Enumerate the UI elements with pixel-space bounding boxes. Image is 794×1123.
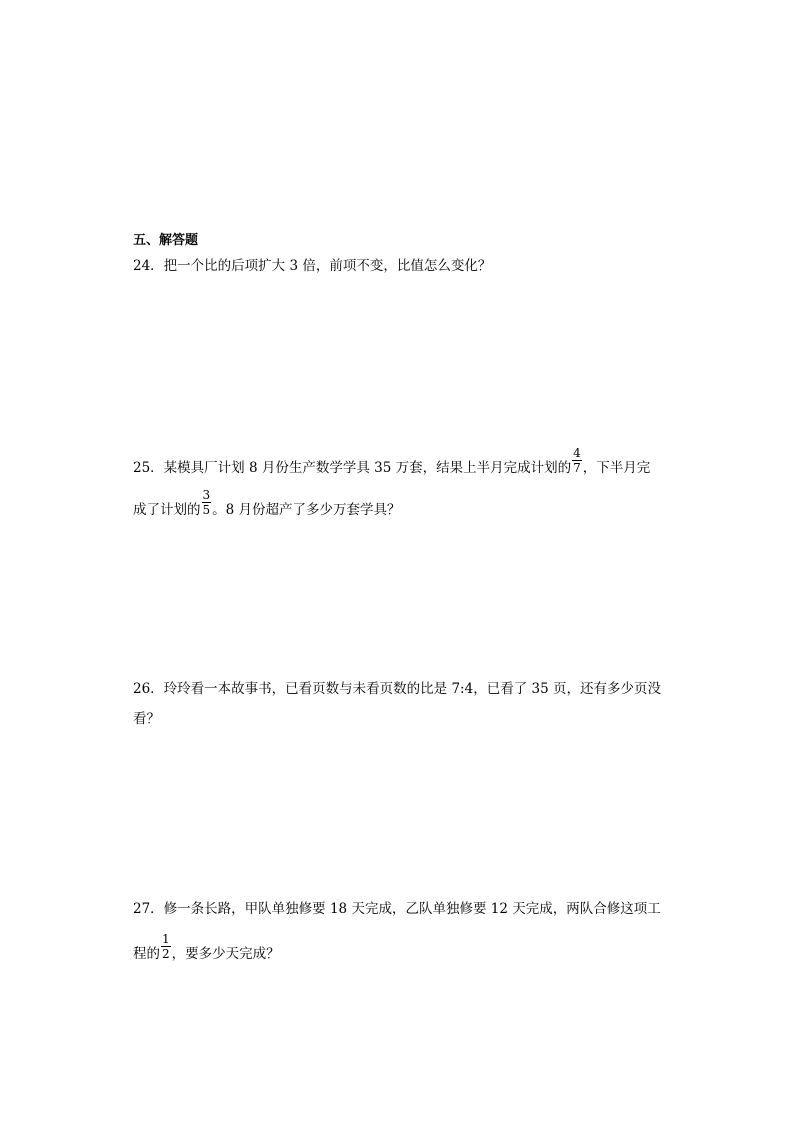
question-27-text-c: ，要多少天完成？: [171, 946, 280, 962]
question-27-line-2: [133, 932, 673, 964]
question-26-line-1: [133, 679, 673, 699]
question-26-text-b: 看？: [133, 711, 160, 727]
question-24-text: 24．把一个比的后项扩大 3 倍，前项不变，比值怎么变化？: [133, 258, 492, 274]
question-25-text-a: 25．某模具厂计划 8 月份生产数学学具 35 万套，结果上半月完成计划的: [133, 460, 572, 476]
question-27-text-a: 27．修一条长路，甲队单独修要 18 天完成，乙队单独修要 12 天完成，两队合修这项工: [133, 901, 661, 917]
question-27-text-b: 程的: [133, 946, 160, 962]
question-25-text-c: 成了计划的: [133, 502, 201, 518]
question-24: [133, 256, 673, 276]
question-25-text-d: 。8 月份超产了多少万套学具？: [212, 502, 401, 518]
question-25-line-2: [133, 488, 673, 520]
question-25-line-1: [133, 446, 673, 478]
section-title: 五、解答题: [133, 233, 199, 248]
question-25-text-b: ，下半月完: [582, 460, 651, 476]
fraction-3-5: $\frac{3}{5}$: [202, 488, 211, 517]
fraction-4-7: $\frac{4}{7}$: [573, 446, 581, 475]
question-27-line-1: [133, 899, 673, 919]
question-26-text-a: 26．玲玲看一本故事书，已看页数与未看页数的比是 7:4，已看了 35 页，还有多少页没: [133, 681, 661, 697]
fraction-1-2: $\frac{1}{2}$: [162, 932, 170, 961]
question-26-line-2: [133, 709, 673, 729]
